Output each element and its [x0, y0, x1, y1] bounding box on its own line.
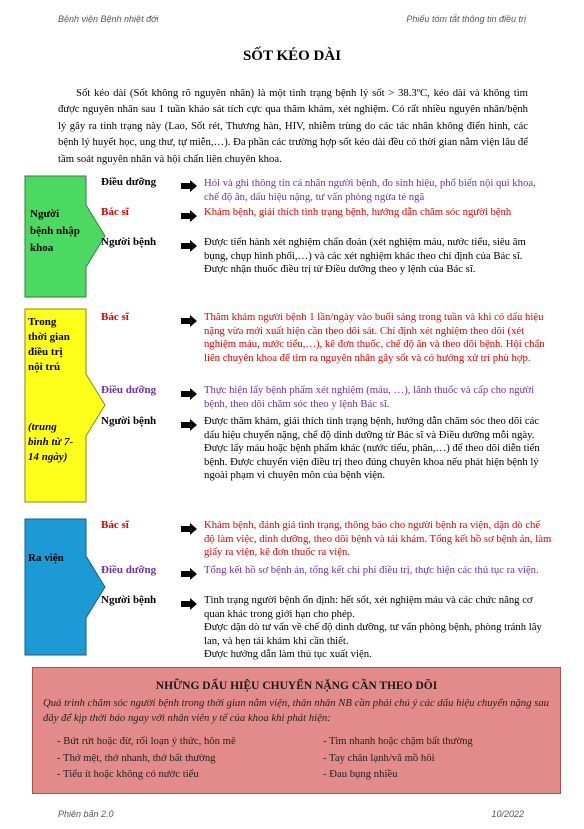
arrow-right-icon: [181, 210, 197, 222]
warning-item: - Tim nhanh hoặc chậm bất thường: [323, 733, 473, 750]
text-patient-discharge: Tình trạng người bệnh ổn định: hết sốt, xét nghiệm máu và các chức năng cơ quan khác trong giới hạn cho phép. Được dặn dò tư vấn về chế độ dinh dưỡng, tư vấn phòng bệnh, phòng tránh lây lan, và hẹn tái khám khi cần thiết. Được hướng dẫn làm thủ tục xuất viện.: [204, 594, 542, 661]
arrow-right-icon: [181, 388, 197, 400]
text-patient-admission: Được tiến hành xét nghiệm chẩn đoán (xét nghiệm máu, nước tiểu, siêu âm bụng, chụp hình phổi,…) và các xét nghiệm khác theo chỉ định của Bác sĩ. Được nhận thuốc điều trị từ Điều dưỡng theo y lệnh của Bác sĩ.: [204, 236, 526, 276]
text-nurse-admission: Hỏi và ghi thông tin cá nhân người bệnh, đo sinh hiệu, phổ biến nội qui khoa, chế độ ăn, dấu hiệu nặng, tư vấn phòng ngừa té ngã: [204, 177, 536, 203]
warning-item: - Bứt rứt hoặc đừ, rối loạn ý thức, hôn mê: [57, 733, 236, 750]
text-doctor-admission: Khám bệnh, giải thích tình trạng bệnh, hướng dẫn chăm sóc người bệnh: [204, 206, 512, 218]
intro-paragraph: Sốt kéo dài (Sốt không rõ nguyên nhân) là một tình trạng bệnh lý sốt > 38.3ºC, kéo dài và không tìm được nguyên nhân sau 1 tuần khảo sát tích cực qua thăm khám, xét nghiệm. Có rất nhiều nguyên nhân/bệnh lý gây ra tình trạng này (Lao, Sốt rét, Thương hàn, HIV, nhiễm trùng do các tác nhân không điển hình, các bệnh lý huyết học, ung thư, tự miễn,…). Đa phần các trường hợp sốt kéo dài đều có thời gian nằm viện lâu để tầm soát nguyên nhân và hội chẩn liên chuyên khoa.: [58, 87, 528, 165]
text-doctor-discharge: Khám bệnh, đánh giá tình trạng, thông báo cho người bệnh ra viện, dặn dò chế độ làm việc, dinh dưỡng, theo dõi bệnh và tái khám. Tổng kết hồ sơ bệnh án, làm giấy ra viện, kê đơn thuốc ra viện.: [204, 519, 552, 559]
stage-label-inpatient: Trong thời gian điều trị nội trú: [28, 316, 70, 373]
warning-item: - Đau bụng nhiều: [323, 766, 473, 783]
stage-label-admission: Người bệnh nhập khoa: [30, 208, 80, 254]
stage-arrow-discharge: [24, 518, 106, 656]
text-patient-inpatient: Được thăm khám, giải thích tình trạng bệnh, hướng dẫn chăm sóc theo dõi các dấu hiệu chuyển nặng, chế độ dinh dưỡng từ Bác sĩ và Điều dưỡng mỗi ngày. Được lấy máu hoặc bệnh phẩm khác (nước tiểu, phân,…) để theo dõi diễn tiến bệnh. Được chuyển viện điều trị theo đúng chuyên khoa nếu phát hiện bệnh lý ngoài phạm vi chuyên môn của bệnh viện.: [204, 415, 540, 482]
page-title: SỐT KÉO DÀI: [242, 48, 342, 64]
warning-list-left: [57, 733, 236, 783]
warning-intro: Quá trình chăm sóc người bệnh trong thời gian nằm viện, thân nhân NB cần phải chú ý các dấu hiệu chuyển nặng sau đây để kịp thời báo ngay với nhân viên y tế của khoa khi phát hiện:: [43, 697, 550, 724]
text-nurse-inpatient: Thực hiện lấy bệnh phẩm xét nghiệm (máu, …), lãnh thuốc và cấp cho người bệnh, theo dõi chăm sóc theo y lệnh Bác sĩ.: [204, 384, 535, 410]
warning-item: - Thở mệt, thở nhanh, thở bất thường: [57, 750, 236, 767]
warning-list-right: [323, 733, 473, 783]
role-patient-inpatient: Người bệnh: [101, 415, 157, 427]
arrow-right-icon: [181, 315, 197, 327]
role-doctor-admission: Bác sĩ: [101, 206, 129, 218]
arrow-right-icon: [181, 568, 197, 580]
warning-box: [32, 667, 561, 794]
role-nurse-admission: Điều dưỡng: [101, 176, 157, 188]
role-doctor-discharge: Bác sĩ: [101, 519, 129, 531]
role-patient-discharge: Người bệnh: [101, 594, 157, 606]
arrow-right-icon: [181, 419, 197, 431]
stage-sublabel-inpatient: (trung bình từ 7-14 ngày): [28, 421, 74, 463]
role-doctor-inpatient: Bác sĩ: [101, 311, 129, 323]
arrow-right-icon: [181, 523, 197, 535]
warning-item: - Tay chân lạnh/vã mồ hôi: [323, 750, 473, 767]
header-document-type: Phiếu tóm tắt thông tin điều trị: [406, 14, 526, 24]
footer-date: 10/2022: [491, 809, 524, 819]
role-nurse-inpatient: Điều dưỡng: [101, 384, 157, 396]
text-doctor-inpatient: Thăm khám người bệnh 1 lần/ngày vào buổi sáng trong tuần và khi có dấu hiệu nặng vừa mới xuất hiện cần theo dõi sát. Chỉ định xét nghiệm theo dõi (xét nghiệm máu, nước tiểu,…), kê đơn thuốc, chế độ ăn và theo dõi bệnh. Hội chẩn liên chuyên khoa để tìm ra nguyên nhân gây sốt và có hướng xử trí phù hợp.: [204, 311, 545, 364]
text-nurse-discharge: Tổng kết hồ sơ bệnh án, tổng kết chi phí điều trị, thực hiện các thủ tục ra viện.: [204, 564, 539, 576]
header-hospital-name: Bệnh viện Bệnh nhiệt đới: [58, 14, 159, 24]
footer-version: Phiên bản 2.0: [58, 809, 114, 819]
role-patient-admission: Người bệnh: [101, 236, 157, 248]
role-nurse-discharge: Điều dưỡng: [101, 564, 157, 576]
arrow-right-icon: [181, 598, 197, 610]
warning-item: - Tiểu ít hoặc không có nước tiểu: [57, 766, 236, 783]
warning-title: NHỮNG DẤU HIỆU CHUYỂN NẶNG CẦN THEO DÕI: [155, 680, 438, 692]
stage-label-discharge: Ra viện: [28, 552, 64, 564]
arrow-right-icon: [181, 240, 197, 252]
arrow-right-icon: [181, 180, 197, 192]
